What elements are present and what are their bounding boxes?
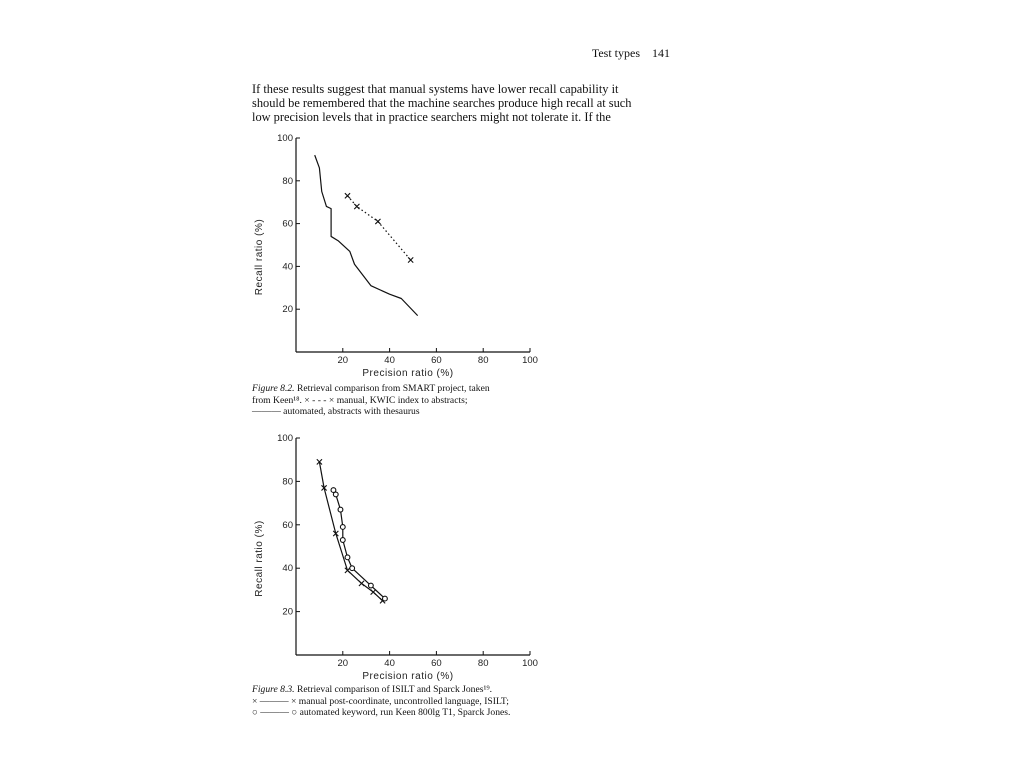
- y-tick-label: 40: [282, 261, 293, 273]
- y-tick-label: 60: [282, 218, 293, 230]
- x-tick-label: 80: [477, 658, 489, 669]
- x-tick-label: 40: [384, 355, 395, 366]
- series-line: [319, 462, 382, 601]
- caption-line: from Keen¹⁸. × - - - × manual, KWIC index to abstracts;: [252, 394, 468, 406]
- circle-marker: [383, 596, 388, 601]
- circle-marker: [340, 538, 345, 543]
- x-tick-label: 20: [337, 658, 349, 669]
- x-marker: [408, 257, 413, 262]
- paragraph-line: should be remembered that the machine searches produce high recall at such: [252, 96, 632, 110]
- x-tick-label: 60: [431, 658, 442, 669]
- x-tick-label: 100: [522, 658, 538, 669]
- circle-marker: [340, 525, 345, 530]
- x-marker: [354, 204, 359, 209]
- y-axis-label: Recall ratio (%): [254, 218, 265, 296]
- circle-marker: [350, 566, 355, 571]
- circle-marker: [338, 507, 343, 512]
- caption-line: × ——— × manual post-coordinate, uncontrolled language, ISILT;: [252, 695, 509, 707]
- x-tick-label: 100: [522, 355, 538, 366]
- y-tick-label: 100: [277, 433, 293, 444]
- y-axis-label: Recall ratio (%): [254, 520, 265, 597]
- series-line: [347, 196, 410, 260]
- caption-label: Figure 8.2.: [252, 383, 295, 394]
- y-tick-label: 20: [282, 606, 293, 618]
- x-tick-label: 60: [431, 355, 442, 366]
- circle-marker: [345, 555, 350, 560]
- paragraph-line: If these results suggest that manual systems have lower recall capability it: [252, 82, 619, 96]
- caption-line: ——— automated, abstracts with thesaurus: [252, 406, 420, 417]
- caption-line: Figure 8.2. Retrieval comparison from SMART project, taken: [252, 383, 490, 394]
- circle-marker: [368, 583, 373, 588]
- x-tick-label: 20: [337, 355, 349, 366]
- x-marker: [345, 193, 350, 198]
- caption-line: ○ ——— ○ automated keyword, run Keen 800lg T1, Sparck Jones.: [252, 707, 511, 718]
- figure-8-3-caption: [252, 684, 572, 719]
- page-number: 141: [652, 46, 670, 60]
- caption-line: Figure 8.3. Retrieval comparison of ISILT and Sparck Jones¹⁹.: [252, 684, 493, 695]
- y-tick-label: 60: [282, 519, 293, 531]
- x-axis-label: Precision ratio (%): [362, 671, 454, 682]
- figure-8-2-caption: [252, 383, 572, 418]
- circle-marker: [333, 492, 338, 497]
- x-marker: [371, 589, 376, 594]
- x-marker: [375, 219, 380, 224]
- running-title: Test types: [591, 46, 640, 60]
- x-tick-label: 40: [384, 658, 395, 669]
- series-line: [333, 490, 384, 599]
- y-tick-label: 20: [282, 304, 293, 316]
- paragraph-line: low precision levels that in practice searchers might not tolerate it. If the: [252, 110, 611, 124]
- y-tick-label: 80: [282, 175, 293, 187]
- x-axis-label: Precision ratio (%): [362, 368, 454, 379]
- x-marker: [359, 581, 364, 586]
- y-tick-label: 40: [282, 563, 293, 575]
- x-tick-label: 80: [477, 355, 489, 366]
- series-line: [315, 155, 418, 316]
- y-tick-label: 100: [277, 133, 293, 144]
- y-tick-label: 80: [282, 476, 293, 488]
- caption-label: Figure 8.3.: [252, 684, 295, 695]
